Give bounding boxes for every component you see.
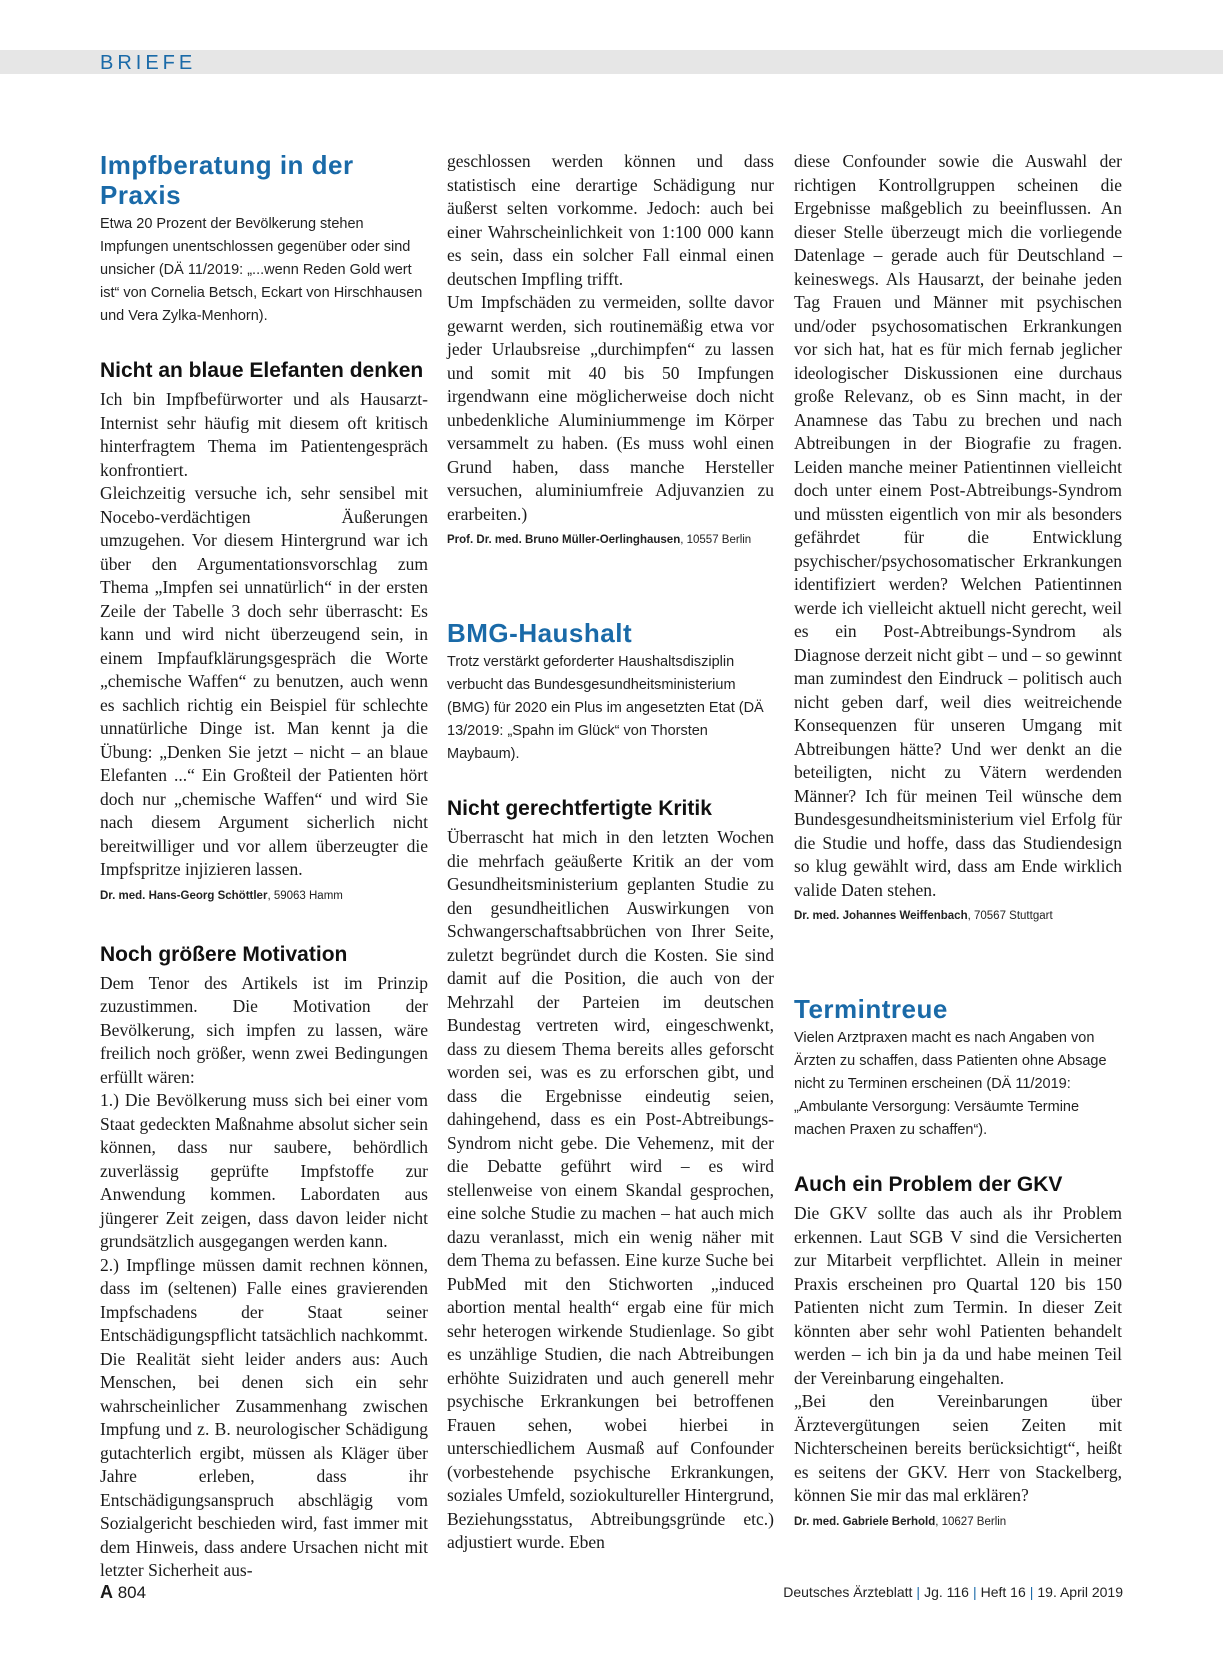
- journal-volume: Jg. 116: [924, 1584, 969, 1600]
- topic-intro: Trotz verstärkt geforderter Haushaltsdisziplin verbucht das Bundesgesundheitsministerium (BMG) für 2020 ein Plus im angesetzten Etat (DÄ 13/2019: „Spahn im Glück“ von Thorsten Maybaum).: [447, 654, 764, 762]
- letter-author: [100, 888, 428, 904]
- letter-paragraph: „Bei den Vereinbarungen über Ärztevergütungen seien Zeiten mit Nichterscheinen bereits berücksichtigt“, heißt es seitens der GKV. Herr von Stackelberg, können Sie mir das mal erklären?: [794, 1391, 1122, 1505]
- author-city: , 10627 Berlin: [935, 1515, 1007, 1528]
- letter-title: Noch größere Motivation: [100, 942, 348, 966]
- author-city: , 59063 Hamm: [267, 889, 343, 902]
- letter-author: [447, 532, 774, 548]
- letter-title: Nicht gerechtfertigte Kritik: [447, 797, 712, 820]
- author-name: Dr. med. Gabriele Berhold: [794, 1515, 936, 1528]
- author-name: Prof. Dr. med. Bruno Müller-Oerlinghausen: [447, 534, 681, 546]
- journal-info: [783, 1584, 1123, 1600]
- page-number-value: 804: [113, 1583, 147, 1602]
- letter-paragraph: diese Confounder sowie die Auswahl der richtigen Kontrollgruppen scheinen die Ergebnisse maßgeblich zu beeinflussen. An dieser Stelle überzeugt mich die vorliegende Datenlage – gerade auch für Deutschland – keineswegs. Als Hausarzt, der beinahe jeden Tag Frauen und Männer mit psychischen und/oder psychosomatischen Erkrankungen vor sich hat, hat es für mich fernab jeglicher ideologischer Diskussionen eine durchaus große Relevanz, ob es Sinn macht, in der Anamnese das Tabu zu brechen und nach Abtreibungen in der Biografie zu fragen. Leiden manche meiner Patientinnen vielleicht doch unter einem Post-Abtreibungs-Syndrom und müssten eigentlich von mir als besonders gefährdet für die Entwicklung psychischer/psychosomatischer Erkrankungen identifiziert werden? Welchen Patientinnen werde ich vielleicht aktuell nicht gerecht, weil es ein Post-Abtreibungs-Syndrom als Diagnose derzeit nicht gibt – und – so gewinnt man zumindest den Eindruck – politisch auch nicht geben darf, weil dies weitreichende Konsequenzen für unseren Umgang mit Abtreibungen hätte? Und wer denkt an die beteiligten, nicht zu Vätern werdenden Männer? Ich für meinen Teil wünsche dem Bundesgesundheitsministerium viel Erfolg für die Studie und hoffe, dass das Studiendesign so klug gewählt wird, dass am Ende wirklich valide Daten stehen.: [794, 151, 1122, 900]
- letter-paragraph: geschlossen werden können und dass statistisch eine derartige Schädigung nur äußerst selten vorkomme. Jedoch: auch bei einer Wahrscheinlichkeit von 1:100 000 kann es sein, dass ein solcher Fall einmal einen deutschen Impfling trifft.: [447, 151, 774, 289]
- author-name: Dr. med. Johannes Weiffenbach: [794, 910, 968, 922]
- letter-paragraph: Gleichzeitig versuche ich, sehr sensibel mit Nocebo-verdächtigen Äußerungen umzugehen. Vor diesem Hintergrund war ich über den Argumentationsvorschlag zum Thema „Impfen sei unnatürlich“ in der ersten Zeile der Tabelle 3 doch sehr überrascht: Es kann und wird nicht überzeugend sein, in einem Impfaufklärungsgespräch die Worte „chemische Waffen“ zu benutzen, auch wenn es sachlich richtig ein Beispiel für schlechte unnatürliche Dinge ist. Man kennt ja die Übung: „Denken Sie jetzt – nicht – an blaue Elefanten ...“ Ein Großteil der Patienten hört doch nur „chemische Waffen“ und wird Sie nach diesem Argument sicherlich nicht bereitwilliger und vor allem überzeugter die Impfspritze injizieren lassen.: [100, 483, 428, 879]
- topic-title: Termintreue: [794, 994, 948, 1024]
- page-number: [100, 1582, 146, 1603]
- letter-title: Auch ein Problem der GKV: [794, 1173, 1063, 1196]
- column-3: [794, 150, 1122, 1530]
- page-prefix: A: [100, 1582, 113, 1602]
- letter-paragraph: Dem Tenor des Artikels ist im Prinzip zuzustimmen. Die Motivation der Bevölkerung, sich impfen zu lassen, wäre freilich noch größer, wenn zwei Bedingungen erfüllt wären:: [100, 972, 428, 1087]
- topic-intro: Etwa 20 Prozent der Bevölkerung stehen Impfungen unentschlossen gegenüber oder sind unsicher (DÄ 11/2019: „...wenn Reden Gold wert ist“ von Cornelia Betsch, Eckart von Hirschhausen und Vera Zylka-Menhorn).: [100, 216, 423, 324]
- journal-date: 19. April 2019: [1037, 1584, 1123, 1600]
- author-city: , 10557 Berlin: [680, 534, 752, 546]
- letter-paragraph: 1.) Die Bevölkerung muss sich bei einer vom Staat gedeckten Maßnahme absolut sicher sein können, dass nur saubere, behördlich zuverlässig geprüfte Impfstoffe zur Anwendung kommen. Labordaten aus jüngerer Zeit zeigen, dass davon leider nicht grundsätzlich ausgegangen werden kann.: [100, 1090, 428, 1251]
- letter-paragraph: Um Impfschäden zu vermeiden, sollte davor gewarnt werden, sich routinemäßig etwa vor jeder Urlaubsreise „durchimpfen“ zu lassen und somit mit 40 bis 50 Impfungen irgendwann eine möglicherweise doch nicht unbedenkliche Aluminiummenge im Körper versammelt zu haben. (Es muss wohl einen Grund haben, dass manche Hersteller versuchen, aluminiumfreie Adjuvanzien zu erarbeiten.): [447, 292, 774, 524]
- letter-paragraph: Ich bin Impfbefürworter und als Hausarzt-Internist sehr häufig mit diesem oft kritisch hinterfragtem Thema im Patientengespräch konfrontiert.: [100, 389, 428, 480]
- column-1: [100, 150, 428, 1583]
- column-2: [447, 150, 774, 1555]
- topic-title: BMG-Haushalt: [447, 618, 633, 648]
- separator: |: [1029, 1584, 1034, 1600]
- letter-paragraph: Überrascht hat mich in den letzten Wochen die mehrfach geäußerte Kritik an der vom Gesundheitsministerium geplanten Studie zu den gesundheitlichen Auswirkungen von Schwangerschaftsabbrüchen von Ihrer Seite, zuletzt begründet durch die Kosten. Sie sind damit auf die Position, die auch von der Mehrzahl der Parteien im deutschen Bundestag vertreten wird, eingeschwenkt, dass zu diesem Thema bereits alles geforscht worden sei, was es zu erforschen gibt, und dass die Ergebnisse eindeutig seien, dahingehend, dass es ein Post-Abtreibungs-Syndrom nicht gebe. Die Vehemenz, mit der die Debatte geführt wird – es wird stellenweise von einem Skandal gesprochen, eine solche Studie zu machen – hat auch mich dazu veranlasst, mich ein wenig näher mit dem Thema zu befassen. Eine kurze Suche bei PubMed mit den Stichworten „induced abortion mental health“ ergab eine für mich sehr heterogen wirkende Studienlage. So gibt es unzählige Studien, die nach Abtreibungen erhöhte Suizidraten und auch generell mehr psychische Erkrankungen bei betroffenen Frauen sehen, wobei hierbei in unterschiedlichem Ausmaß auf Confounder (vorbestehende psychische Erkrankungen, soziales Umfeld, soziokultureller Hintergrund, Beziehungsstatus, Abtreibungsgründe etc.) adjustiert wurde. Eben: [447, 827, 774, 1552]
- author-name: Dr. med. Hans-Georg Schöttler: [100, 889, 268, 902]
- topic-intro: Vielen Arztpraxen macht es nach Angaben von Ärzten zu schaffen, dass Patienten ohne Absage nicht zu Terminen erscheinen (DÄ 11/2019: „Ambulante Versorgung: Versäumte Termine machen Praxen zu schaffen“).: [794, 1030, 1107, 1138]
- letter-author: [794, 908, 1122, 924]
- letter-author: [794, 1514, 1122, 1530]
- journal-issue: Heft 16: [980, 1584, 1026, 1600]
- separator: |: [972, 1584, 977, 1600]
- letter-paragraph: Die GKV sollte das auch als ihr Problem erkennen. Laut SGB V sind die Versicherten zur Mitarbeit verpflichtet. Allein in meiner Praxis erscheinen pro Quartal 120 bis 150 Patienten nicht zum Termin. In dieser Zeit könnten aber sehr wohl Patienten behandelt werden – ich bin ja da und habe meinen Teil der Vereinbarung eingehalten.: [794, 1203, 1122, 1388]
- journal-name: Deutsches Ärzteblatt: [783, 1584, 913, 1600]
- letter-title: Nicht an blaue Elefanten denken: [100, 359, 424, 382]
- section-label: BRIEFE: [100, 52, 197, 74]
- topic-title: Impfberatung in der Praxis: [100, 150, 354, 210]
- author-city: , 70567 Stuttgart: [967, 910, 1053, 922]
- letter-paragraph: 2.) Impflinge müssen damit rechnen können, dass im (seltenen) Falle eines gravierenden Impfschadens der Staat seiner Entschädigungspflicht tatsächlich nachkommt. Die Realität sieht leider anders aus: Auch Menschen, bei denen sich ein sehr wahrscheinlicher Zusammenhang zwischen Impfung und z. B. neurologischer Schädigung gutachterlich ergibt, müssen als Kläger über Jahre erleben, dass ihr Entschädigungsanspruch abschlägig vom Sozialgericht beschieden wird, fast immer mit dem Hinweis, dass andere Ursachen nicht mit letzter Sicherheit aus-: [100, 1254, 428, 1580]
- separator: |: [916, 1584, 921, 1600]
